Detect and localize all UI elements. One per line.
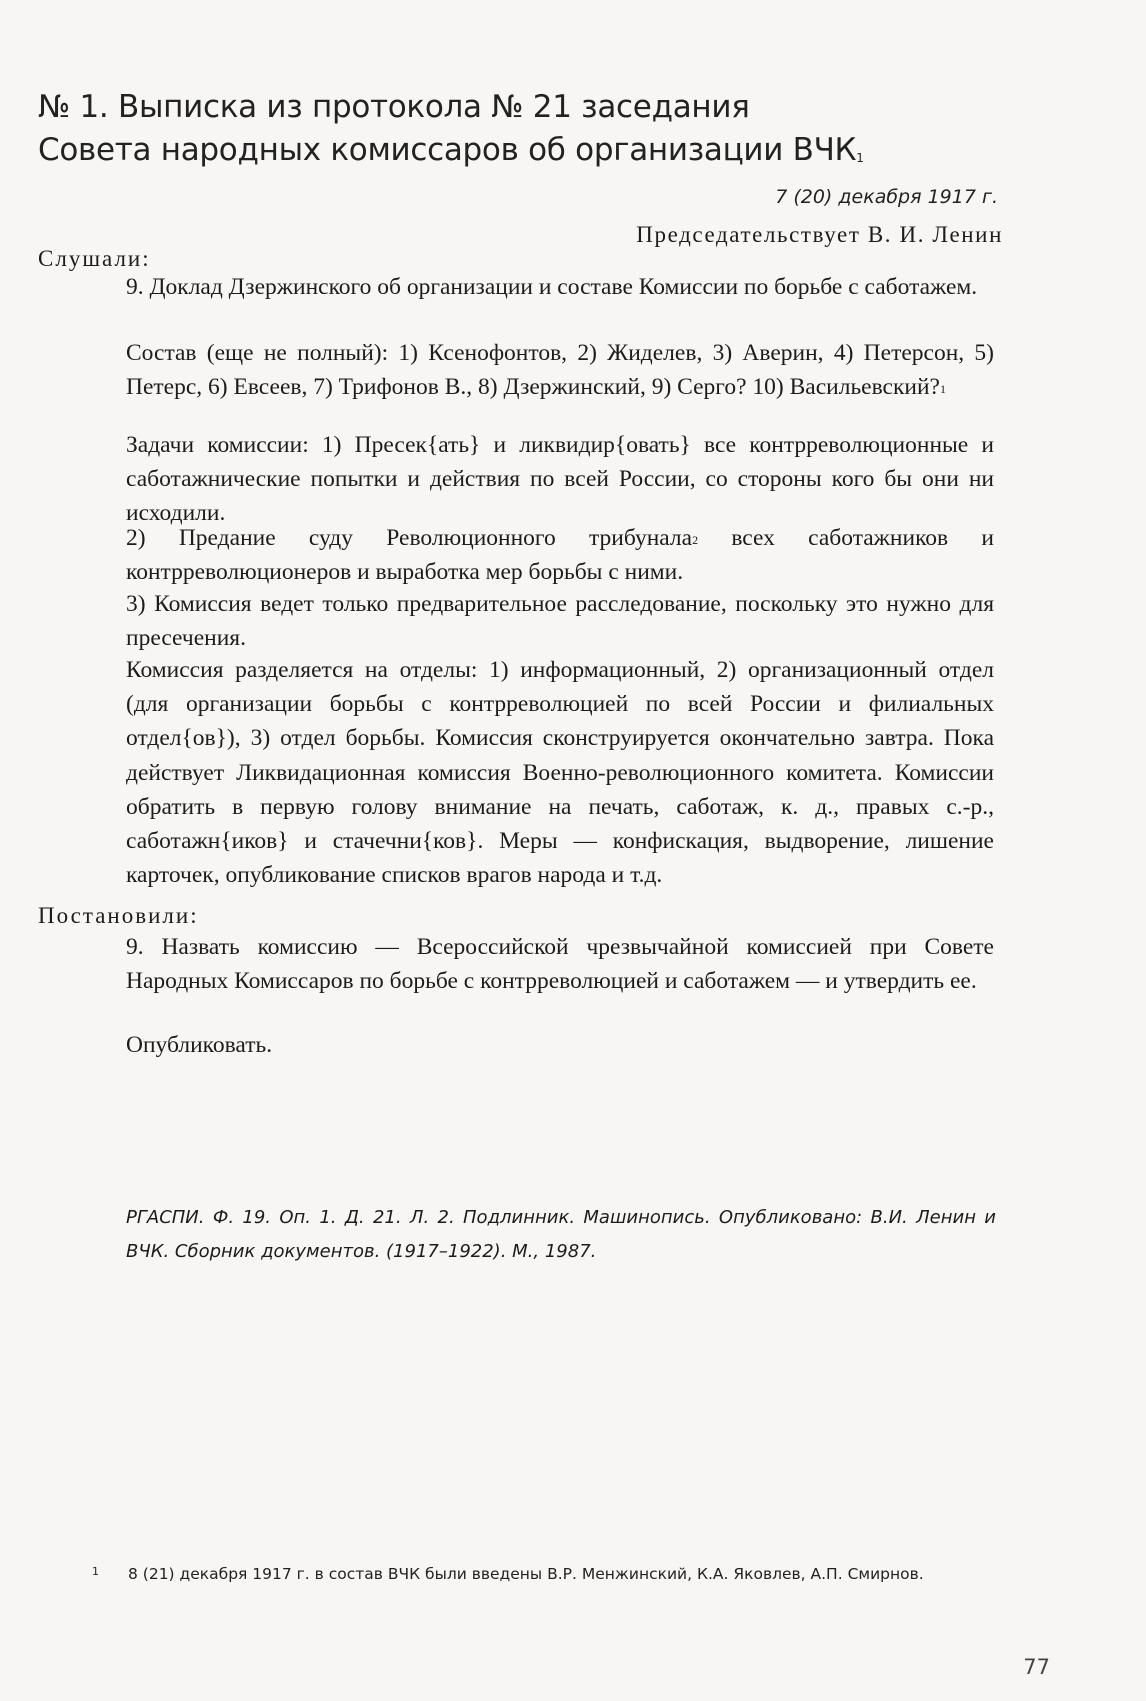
footnote <box>92 1565 1052 1583</box>
paragraph-4-footnote-mark: 2 <box>692 533 699 547</box>
footnote-mark: 1 <box>92 1565 99 1578</box>
heard-paragraph-6: Комиссия разделяется на отделы: 1) информационный, 2) организационный отдел (для организации борьбы с контрреволюцией по всей России и филиальных отдел{ов}), 3) отдел борьбы. Комиссия сконструируется окончательно завтра. Пока действует Ликвидационная комиссия Военно-революционного комитета. Комиссии обратить в первую голову внимание на печать, саботаж, к. д., правых с.-р., саботажн{иков} и стачечни{ков}. Меры — конфискация, выдворение, лишение карточек, опубликование списков врагов народа и т.д. <box>126 657 994 889</box>
archive-source-note: РГАСПИ. Ф. 19. Оп. 1. Д. 21. Л. 2. Подлинник. Машинопись. Опубликовано: В.И. Ленин и ВЧК. Сборник документов. (1917–1922). М., 1987. <box>126 1207 996 1262</box>
document-date: 7 (20) декабря 1917 г. <box>775 186 998 208</box>
page-number: 77 <box>1023 1655 1050 1679</box>
title-line-1: № 1. Выписка из протокола № 21 заседания <box>38 89 750 125</box>
footnote-text: 8 (21) декабря 1917 г. в состав ВЧК были введены В.Р. Менжинский, К.А. Яковлев, А.П. Смирнов. <box>128 1565 924 1583</box>
title-line-2: Совета народных комиссаров об организации ВЧК <box>38 132 857 168</box>
document-title <box>38 86 1038 172</box>
chairman-line: Председательствует В. И. Ленин <box>636 222 1003 247</box>
heard-heading: Слушали: <box>38 246 151 271</box>
decided-paragraph-2: Опубликовать. <box>126 1032 273 1058</box>
paragraph-2-footnote-mark: 1 <box>939 382 946 397</box>
heard-paragraph-4: 2) Предание суду Революционного трибунала$^2$ всех саботажников и контрреволюционеров и выработка мер борьбы с ними. <box>126 525 994 586</box>
decided-paragraph-1: 9. Назвать комиссию — Всероссийской чрезвычайной комиссией при Совете Народных Комиссаров по борьбе с контрреволюцией и саботажем — и утвердить ее. <box>126 934 994 995</box>
title-footnote-mark: 1 <box>856 151 864 165</box>
heard-paragraph-3: Задачи комиссии: 1) Пресек{ать} и ликвидир{овать} все контрреволюционные и саботажнические попытки и действия по всей России, со стороны кого бы они ни исходили. <box>126 432 994 527</box>
heard-paragraph-2: Состав (еще не полный): 1) Ксенофонтов, 2) Жиделев, 3) Аверин, 4) Петерсон, 5) Петерс, 6) Евсеев, 7) Трифонов В., 8) Дзержинский, 9) Серго? 10) Васильевский?$^1$ <box>126 340 994 401</box>
heard-paragraph-1: 9. Доклад Дзержинского об организации и составе Комиссии по борьбе с саботажем. <box>126 274 978 300</box>
heard-paragraph-5: 3) Комиссия ведет только предварительное расследование, поскольку это нужно для пресечения. <box>126 591 994 652</box>
decided-heading: Постановили: <box>38 903 199 928</box>
